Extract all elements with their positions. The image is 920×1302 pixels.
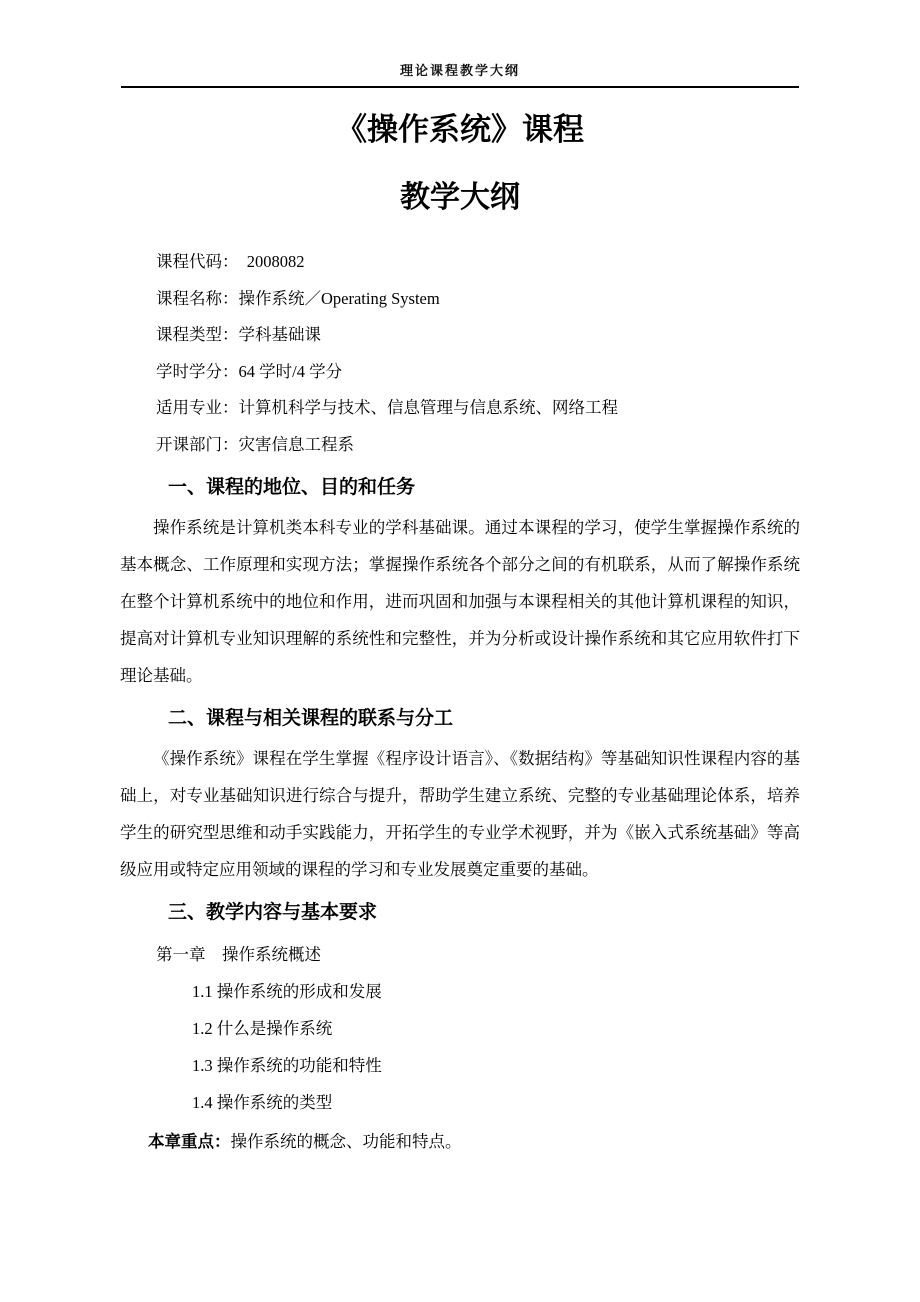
- chapter-1-item-1: 1.1 操作系统的形成和发展: [192, 982, 382, 1001]
- chapter-key-points-label: 本章重点：: [148, 1133, 231, 1151]
- chapter-1-title: 第一章 操作系统概述: [156, 945, 321, 964]
- course-info-block: [120, 244, 800, 463]
- doc-title-line1: 《操作系统》课程: [336, 112, 584, 147]
- course-info-majors: 适用专业：计算机科学与技术、信息管理与信息系统、网络工程: [156, 398, 618, 417]
- doc-title-line2: 教学大纲: [400, 181, 520, 214]
- chapter-key-points-line: [120, 1123, 800, 1161]
- section-1-heading: 一、课程的地位、目的和任务: [168, 477, 416, 498]
- section-2-heading: 二、课程与相关课程的联系与分工: [168, 708, 454, 729]
- course-info-code: 课程代码： 2008082: [156, 252, 305, 271]
- chapter-key-points-text: 操作系统的概念、功能和特点。: [230, 1132, 462, 1151]
- page-header: [121, 0, 799, 88]
- course-info-type: 课程类型：学科基础课: [156, 325, 321, 344]
- header-title: 理论课程教学大纲: [399, 63, 520, 78]
- section-2-body: 《操作系统》课程在学生掌握《程序设计语言》、《数据结构》等基础知识性课程内容的基础上，对专业基础知识进行综合与提升，帮助学生建立系统、完整的专业基础理论体系，培养学生的研究型思维和动手实践能力，开拓学生的专业学术视野，并为《嵌入式系统基础》等高级应用或特定应用领域的课程的学习和专业发展奠定重要的基础。: [120, 749, 800, 879]
- course-info-name: 课程名称：操作系统／Operating System: [156, 288, 440, 308]
- document-content: [120, 110, 800, 1161]
- chapter-1-item-3: 1.3 操作系统的功能和特性: [192, 1056, 382, 1075]
- section-3-heading: 三、教学内容与基本要求: [168, 902, 378, 923]
- chapter-1-item-2: 1.2 什么是操作系统: [192, 1019, 333, 1038]
- section-1-body: 操作系统是计算机类本科专业的学科基础课。通过本课程的学习，使学生掌握操作系统的基本概念、工作原理和实现方法；掌握操作系统各个部分之间的有机联系，从而了解操作系统在整个计算机系统中的地位和作用，进而巩固和加强与本课程相关的其他计算机课程的知识，提高对计算机专业知识理解的系统性和完整性，并为分析或设计操作系统和其它应用软件打下理论基础。: [120, 518, 800, 685]
- chapter-1-item-4: 1.4 操作系统的类型: [192, 1093, 333, 1112]
- course-info-credits: 学时学分：64 学时/4 学分: [156, 361, 343, 381]
- course-info-department: 开课部门：灾害信息工程系: [156, 434, 354, 454]
